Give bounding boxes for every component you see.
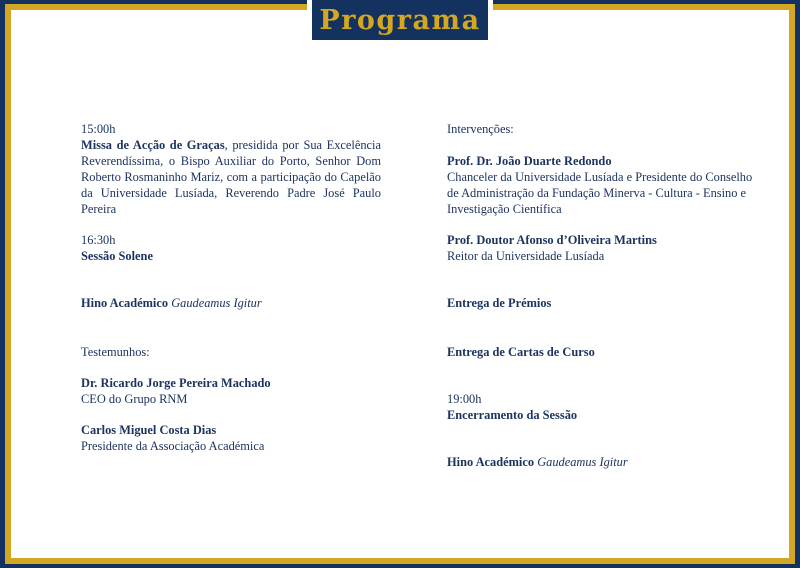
sessao-solene: Sessão Solene — [81, 249, 153, 263]
testemunhos-label: Testemunhos: — [81, 345, 150, 359]
speaker2-block — [81, 422, 381, 454]
missa-text — [81, 137, 381, 217]
hino-block-right — [447, 454, 759, 470]
entrega-premios: Entrega de Prémios — [447, 296, 552, 310]
speaker1-role: CEO do Grupo RNM — [81, 392, 188, 406]
page-content-area — [11, 10, 789, 558]
speaker2-name: Carlos Miguel Costa Dias — [81, 423, 217, 437]
missa-title: Missa de Acção de Graças — [81, 138, 225, 152]
intervencoes-block — [447, 121, 759, 137]
speaker3-name: Prof. Dr. João Duarte Redondo — [447, 154, 612, 168]
speaker4-role: Reitor da Universidade Lusíada — [447, 249, 605, 263]
hino-block-left — [81, 295, 381, 311]
time-19h: 19:00h — [447, 392, 482, 406]
speaker1-name: Dr. Ricardo Jorge Pereira Machado — [81, 376, 271, 390]
title-banner — [307, 0, 493, 40]
encerramento: Encerramento da Sessão — [447, 408, 578, 422]
entrega-cartas: Entrega de Cartas de Curso — [447, 345, 595, 359]
cartas-block — [447, 344, 759, 360]
page-title: Programa — [319, 4, 481, 36]
hino-label: Hino Académico — [81, 296, 169, 310]
hino-title: Gaudeamus Igitur — [171, 296, 262, 310]
time-15h: 15:00h — [81, 122, 116, 136]
hino-label-right: Hino Académico — [447, 455, 535, 469]
speaker4-block — [447, 232, 759, 264]
encerramento-block — [447, 391, 759, 423]
time-1630h: 16:30h — [81, 233, 116, 247]
hino-title-right: Gaudeamus Igitur — [537, 455, 628, 469]
speaker4-name: Prof. Doutor Afonso d’Oliveira Martins — [447, 233, 657, 247]
speaker1-block — [81, 375, 381, 407]
intervencoes-label: Intervenções: — [447, 122, 514, 136]
sessao-block — [81, 232, 381, 264]
speaker3-role: Chanceler da Universidade Lusíada e Presidente do Conselho de Administração da Fundação Minerva - Cultura - Ensino e Investigação Científica — [447, 170, 753, 216]
speaker3-block — [447, 153, 759, 217]
testemunhos-block — [81, 344, 381, 360]
premios-block — [447, 295, 759, 311]
missa-description: , presidida por Sua Excelência Reverendíssima, o Bispo Auxiliar do Porto, Senhor Dom Roberto Rosmaninho Mariz, com a participação do Capelão da Universidade Lusíada, Reverendo Padre José Paulo Pereira — [81, 138, 381, 216]
speaker2-role: Presidente da Associação Académica — [81, 439, 265, 453]
missa-block — [81, 121, 381, 217]
